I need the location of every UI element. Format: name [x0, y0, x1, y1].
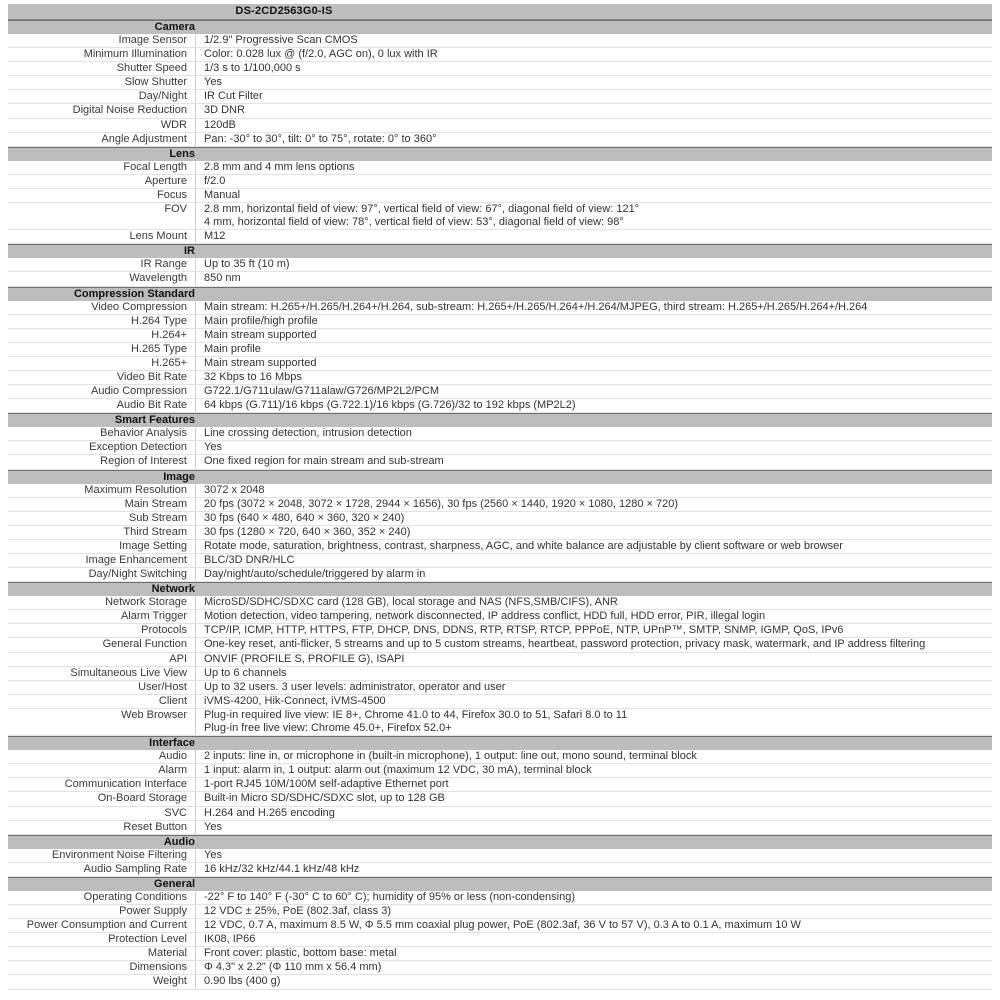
- spec-value-line: 20 fps (3072 × 2048, 3072 × 1728, 2944 × 1656), 30 fps (2560 × 1440, 1920 × 1080, 1280 × 720): [204, 497, 679, 510]
- spec-row: [8, 526, 992, 540]
- spec-value: [195, 484, 992, 497]
- spec-label: Image Setting: [119, 539, 187, 552]
- spec-value-line: f/2.0: [204, 174, 226, 187]
- spec-row: [8, 301, 992, 315]
- spec-value-line: IR Cut Filter: [204, 90, 263, 103]
- spec-row: [8, 961, 992, 975]
- spec-row: [8, 427, 992, 441]
- section-title: Audio: [163, 835, 195, 848]
- spec-value-line: Manual: [204, 188, 241, 201]
- spec-value: [195, 919, 992, 932]
- spec-value: [195, 385, 992, 398]
- spec-value-line: 64 kbps (G.711)/16 kbps (G.722.1)/16 kbps (G.726)/32 to 192 kbps (MP2L2): [204, 399, 576, 412]
- spec-value-line: 12 VDC ± 25%, PoE (802.3af, class 3): [204, 904, 392, 917]
- spec-value: [195, 653, 992, 666]
- spec-value-line: Plug-in required live view: IE 8+, Chrome 41.0 to 44, Firefox 30.0 to 51, Safari 8.0 to 11: [204, 708, 628, 721]
- spec-value-line: Yes: [204, 848, 222, 861]
- spec-value-line: 1-port RJ45 10M/100M self-adaptive Ethernet port: [204, 778, 449, 791]
- spec-value-line: 3D DNR: [204, 104, 245, 117]
- spec-row: [8, 62, 992, 76]
- spec-row: [8, 203, 992, 230]
- spec-label: On-Board Storage: [97, 792, 187, 805]
- spec-value-line: One fixed region for main stream and sub-stream: [204, 455, 444, 468]
- spec-value-line: 30 fps (640 × 480, 640 × 360, 320 × 240): [204, 511, 405, 524]
- spec-label: Audio: [158, 750, 187, 763]
- spec-value: [195, 750, 992, 763]
- spec-value: [195, 203, 992, 229]
- spec-row: [8, 34, 992, 48]
- spec-table: [8, 4, 992, 990]
- spec-label: Shutter Speed: [116, 62, 187, 75]
- spec-row: [8, 133, 992, 147]
- spec-value-line: Line crossing detection, intrusion detection: [204, 427, 412, 440]
- spec-value-line: Up to 35 ft (10 m): [204, 258, 290, 271]
- spec-row: [8, 807, 992, 821]
- section-title: Interface: [149, 737, 195, 750]
- spec-value-line: 1 input: alarm in, 1 output: alarm out (maximum 12 VDC, 30 mA), terminal block: [204, 764, 592, 777]
- spec-label: General Function: [102, 638, 187, 651]
- spec-value-line: Yes: [204, 76, 222, 89]
- spec-value-line: Yes: [204, 820, 222, 833]
- spec-row: [8, 512, 992, 526]
- spec-value-line: Rotate mode, saturation, brightness, contrast, sharpness, AGC, and white balance are adjustable by client software or web browser: [204, 539, 843, 552]
- spec-row: [8, 919, 992, 933]
- spec-row: [8, 76, 992, 90]
- spec-value: [195, 343, 992, 356]
- spec-row: [8, 849, 992, 863]
- spec-label: Environment Noise Filtering: [51, 848, 187, 861]
- spec-label: Day/Night: [138, 90, 187, 103]
- spec-label: Client: [158, 694, 187, 707]
- spec-label: API: [169, 652, 187, 665]
- spec-label: Simultaneous Live View: [70, 666, 187, 679]
- spec-row: [8, 792, 992, 806]
- spec-value: [195, 455, 992, 468]
- spec-value-line: 2.8 mm, horizontal field of view: 97°, vertical field of view: 67°, diagonal field of view: 121°: [204, 203, 640, 216]
- spec-label: Minimum Illumination: [83, 48, 187, 61]
- section-header: [8, 835, 992, 849]
- section-header: [8, 287, 992, 301]
- spec-value-line: 1/3 s to 1/100,000 s: [204, 62, 301, 75]
- spec-value: [195, 76, 992, 89]
- spec-value: [195, 905, 992, 918]
- spec-value: [195, 610, 992, 623]
- spec-value-line: Built-in Micro SD/SDHC/SDXC slot, up to 128 GB: [204, 792, 445, 805]
- spec-value-line: ONVIF (PROFILE S, PROFILE G), ISAPI: [204, 652, 405, 665]
- spec-label: H.264 Type: [130, 314, 187, 327]
- spec-value: [195, 667, 992, 680]
- spec-value-line: 1/2.9" Progressive Scan CMOS: [204, 34, 358, 46]
- spec-value-line: Main stream supported: [204, 356, 317, 369]
- spec-value-line: Main stream supported: [204, 328, 317, 341]
- spec-value-line: 2 inputs: line in, or microphone in (built-in microphone), 1 output: line out, mono sound, terminal block: [204, 750, 697, 763]
- spec-value: [195, 329, 992, 342]
- spec-row: [8, 863, 992, 877]
- spec-value-line: 16 kHz/32 kHz/44.1 kHz/48 kHz: [204, 862, 360, 875]
- spec-row: [8, 441, 992, 455]
- spec-row: [8, 891, 992, 905]
- spec-label: Angle Adjustment: [101, 132, 187, 145]
- spec-value: [195, 891, 992, 904]
- spec-row: [8, 764, 992, 778]
- spec-value: [195, 62, 992, 75]
- spec-value-line: iVMS-4200, Hik-Connect, iVMS-4500: [204, 694, 386, 707]
- spec-value: [195, 709, 992, 735]
- spec-value-line: Motion detection, video tampering, network disconnected, IP address conflict, HDD full, HDD error, PIR, illegal login: [204, 610, 766, 623]
- spec-row: [8, 821, 992, 835]
- spec-label: WDR: [160, 118, 187, 131]
- spec-value-line: Front cover: plastic, bottom base: metal: [204, 947, 397, 960]
- section-header: [8, 736, 992, 750]
- spec-value-line: 0.90 lbs (400 g): [204, 975, 281, 988]
- spec-row: [8, 568, 992, 582]
- spec-value-line: Pan: -30° to 30°, tilt: 0° to 75°, rotate: 0° to 360°: [204, 132, 437, 145]
- spec-label: Dimensions: [129, 961, 187, 974]
- spec-row: [8, 596, 992, 610]
- spec-row: [8, 371, 992, 385]
- spec-value: [195, 540, 992, 553]
- section-header: [8, 470, 992, 484]
- spec-value: [195, 526, 992, 539]
- spec-label: H.265+: [151, 356, 187, 369]
- spec-label: Exception Detection: [89, 441, 187, 454]
- spec-value-line: TCP/IP, ICMP, HTTP, HTTPS, FTP, DHCP, DNS, DDNS, RTP, RTSP, RTCP, PPPoE, NTP, UPnP™, SMTP, SNMP, IGMP, QoS, IPv6: [204, 624, 844, 637]
- spec-label: Communication Interface: [64, 778, 187, 791]
- spec-value: [195, 133, 992, 146]
- spec-value: [195, 175, 992, 188]
- spec-row: [8, 119, 992, 133]
- spec-label: Wavelength: [129, 272, 187, 285]
- spec-value-line: Day/night/auto/schedule/triggered by alarm in: [204, 568, 426, 581]
- spec-row: [8, 947, 992, 961]
- spec-label: Main Stream: [124, 497, 187, 510]
- spec-row: [8, 189, 992, 203]
- spec-value-line: -22° F to 140° F (-30° C to 60° C); humidity of 95% or less (non-condensing): [204, 890, 575, 903]
- spec-value: [195, 272, 992, 285]
- spec-label: Video Bit Rate: [116, 370, 187, 383]
- spec-row: [8, 258, 992, 272]
- spec-label: Sub Stream: [128, 511, 187, 524]
- spec-row: [8, 399, 992, 413]
- spec-row: [8, 272, 992, 286]
- spec-value: [195, 498, 992, 511]
- spec-row: [8, 610, 992, 624]
- section-title: IR: [184, 245, 195, 258]
- spec-value-line: G722.1/G711ulaw/G711alaw/G726/MP2L2/PCM: [204, 385, 440, 398]
- spec-value: [195, 821, 992, 834]
- spec-row: [8, 695, 992, 709]
- spec-value: [195, 975, 992, 988]
- spec-label: Region of Interest: [100, 455, 187, 468]
- spec-value: [195, 596, 992, 609]
- spec-value-line: Plug-in free live view: Chrome 45.0+, Firefox 52.0+: [204, 722, 452, 735]
- spec-value: [195, 778, 992, 791]
- spec-label: Lens Mount: [129, 230, 187, 243]
- spec-label: IR Range: [140, 258, 187, 271]
- spec-value: [195, 301, 992, 314]
- spec-value: [195, 863, 992, 876]
- spec-row: [8, 709, 992, 736]
- spec-value-line: Main profile/high profile: [204, 314, 318, 327]
- spec-label: Digital Noise Reduction: [72, 104, 187, 117]
- spec-value: [195, 849, 992, 862]
- section-header: [8, 20, 992, 34]
- section-title: Camera: [154, 21, 195, 33]
- spec-value-line: One-key reset, anti-flicker, 5 streams and up to 5 custom streams, heartbeat, password protection, privacy mask, watermark, and IP address filtering: [204, 638, 926, 651]
- spec-row: [8, 498, 992, 512]
- spec-label: Network Storage: [105, 596, 187, 609]
- spec-value: [195, 230, 992, 243]
- spec-row: [8, 484, 992, 498]
- spec-row: [8, 161, 992, 175]
- section-header: [8, 582, 992, 596]
- spec-label: Alarm: [158, 764, 187, 777]
- spec-value-line: Up to 32 users. 3 user levels: administrator, operator and user: [204, 680, 506, 693]
- spec-value-line: Main profile: [204, 342, 261, 355]
- spec-value: [195, 947, 992, 960]
- spec-label: Maximum Resolution: [84, 483, 187, 496]
- spec-label: User/Host: [138, 680, 187, 693]
- spec-value: [195, 119, 992, 132]
- spec-value: [195, 161, 992, 174]
- spec-value: [195, 34, 992, 47]
- spec-row: [8, 933, 992, 947]
- spec-row: [8, 329, 992, 343]
- spec-value: [195, 315, 992, 328]
- spec-value-line: 3072 x 2048: [204, 483, 265, 496]
- spec-value: [195, 695, 992, 708]
- section-header: [8, 244, 992, 258]
- spec-label: H.265 Type: [130, 342, 187, 355]
- spec-label: Day/Night Switching: [88, 568, 187, 581]
- spec-value: [195, 807, 992, 820]
- spec-row: [8, 750, 992, 764]
- spec-label: Material: [147, 947, 187, 960]
- section-title: Smart Features: [114, 414, 195, 427]
- spec-label: Audio Bit Rate: [116, 399, 187, 412]
- spec-value-line: Color: 0.028 lux @ (f/2.0, AGC on), 0 lux with IR: [204, 48, 438, 61]
- spec-value: [195, 792, 992, 805]
- section-header: [8, 877, 992, 891]
- spec-row: [8, 315, 992, 329]
- spec-label: Reset Button: [123, 820, 187, 833]
- section-title: Network: [151, 583, 195, 596]
- spec-value: [195, 638, 992, 651]
- spec-row: [8, 905, 992, 919]
- spec-row: [8, 104, 992, 118]
- spec-value-line: Φ 4.3" x 2.2" (Φ 110 mm x 56.4 mm): [204, 961, 382, 974]
- spec-value-line: Main stream: H.265+/H.265/H.264+/H.264, sub-stream: H.265+/H.265/H.264+/H.264/MJPEG, third stream: H.265+/H.265/H.264+/H.264: [204, 300, 868, 313]
- spec-label: Operating Conditions: [83, 890, 187, 903]
- spec-sections: [8, 20, 992, 990]
- spec-label: Aperture: [144, 174, 187, 187]
- spec-label: Slow Shutter: [124, 76, 187, 89]
- spec-value: [195, 512, 992, 525]
- spec-row: [8, 455, 992, 469]
- spec-value-line: 12 VDC, 0.7 A, maximum 8.5 W, Φ 5.5 mm coaxial plug power, PoE (802.3af, 36 V to 57 V), 0.3 A to 0.1 A, maximum 10 W: [204, 919, 801, 932]
- spec-value-line: 850 nm: [204, 272, 241, 285]
- spec-label: Focus: [157, 188, 187, 201]
- spec-label: H.264+: [151, 328, 187, 341]
- spec-label: Behavior Analysis: [100, 427, 187, 440]
- spec-value: [195, 371, 992, 384]
- spec-label: Image Enhancement: [85, 554, 187, 566]
- spec-row: [8, 975, 992, 989]
- spec-row: [8, 653, 992, 667]
- spec-label: Third Stream: [123, 525, 187, 538]
- spec-label: Image Sensor: [118, 34, 187, 46]
- spec-row: [8, 667, 992, 681]
- spec-value: [195, 258, 992, 271]
- spec-value: [195, 681, 992, 694]
- spec-row: [8, 230, 992, 244]
- spec-row: [8, 778, 992, 792]
- spec-value: [195, 357, 992, 370]
- section-title: Lens: [169, 147, 195, 160]
- spec-value-line: BLC/3D DNR/HLC: [204, 554, 295, 566]
- spec-value: [195, 933, 992, 946]
- spec-row: [8, 681, 992, 695]
- spec-row: [8, 385, 992, 399]
- spec-value: [195, 48, 992, 61]
- spec-value-line: IK08, IP66: [204, 933, 256, 946]
- spec-row: [8, 540, 992, 554]
- section-header: [8, 147, 992, 161]
- model-title: DS-2CD2563G0-IS: [235, 5, 333, 17]
- section-title: General: [154, 877, 195, 890]
- spec-label: Audio Sampling Rate: [83, 862, 187, 875]
- spec-value: [195, 764, 992, 777]
- spec-value: [195, 104, 992, 117]
- spec-row: [8, 48, 992, 62]
- spec-label: Focal Length: [123, 160, 187, 173]
- spec-value: [195, 624, 992, 637]
- spec-title-bar: [8, 4, 992, 20]
- spec-value: [195, 441, 992, 454]
- spec-row: [8, 90, 992, 104]
- spec-value-line: MicroSD/SDHC/SDXC card (128 GB), local storage and NAS (NFS,SMB/CIFS), ANR: [204, 596, 618, 609]
- spec-label: Web Browser: [121, 708, 187, 721]
- spec-value-line: M12: [204, 230, 226, 243]
- section-title: Image: [163, 470, 195, 483]
- spec-value-line: Yes: [204, 441, 222, 454]
- spec-value: [195, 554, 992, 567]
- spec-label: Alarm Trigger: [120, 610, 187, 623]
- spec-label: Weight: [152, 975, 187, 988]
- spec-row: [8, 638, 992, 652]
- spec-value-line: H.264 and H.265 encoding: [204, 806, 335, 819]
- spec-label: Protection Level: [108, 933, 187, 946]
- spec-value: [195, 961, 992, 974]
- spec-row: [8, 357, 992, 371]
- spec-label: Protocols: [141, 624, 187, 637]
- section-header: [8, 413, 992, 427]
- spec-label: SVC: [164, 806, 187, 819]
- spec-row: [8, 624, 992, 638]
- spec-value-line: 2.8 mm and 4 mm lens options: [204, 160, 355, 173]
- spec-value: [195, 189, 992, 202]
- spec-label: Audio Compression: [91, 385, 187, 398]
- spec-value-line: 120dB: [204, 118, 236, 131]
- spec-label: FOV: [164, 203, 187, 216]
- spec-value: [195, 427, 992, 440]
- section-title: Compression Standard: [73, 287, 195, 300]
- spec-value-line: Up to 6 channels: [204, 666, 287, 679]
- spec-value-line: 30 fps (1280 × 720, 640 × 360, 352 × 240): [204, 525, 411, 538]
- spec-row: [8, 554, 992, 568]
- spec-label: Video Compression: [91, 300, 187, 313]
- spec-value: [195, 399, 992, 412]
- spec-value: [195, 90, 992, 103]
- spec-value-line: 32 Kbps to 16 Mbps: [204, 370, 302, 383]
- spec-value-line: 4 mm, horizontal field of view: 78°, vertical field of view: 53°, diagonal field of view: 98°: [204, 216, 624, 229]
- spec-label: Power Consumption and Current: [26, 919, 187, 932]
- spec-row: [8, 175, 992, 189]
- spec-label: Power Supply: [119, 904, 187, 917]
- spec-row: [8, 343, 992, 357]
- spec-value: [195, 568, 992, 581]
